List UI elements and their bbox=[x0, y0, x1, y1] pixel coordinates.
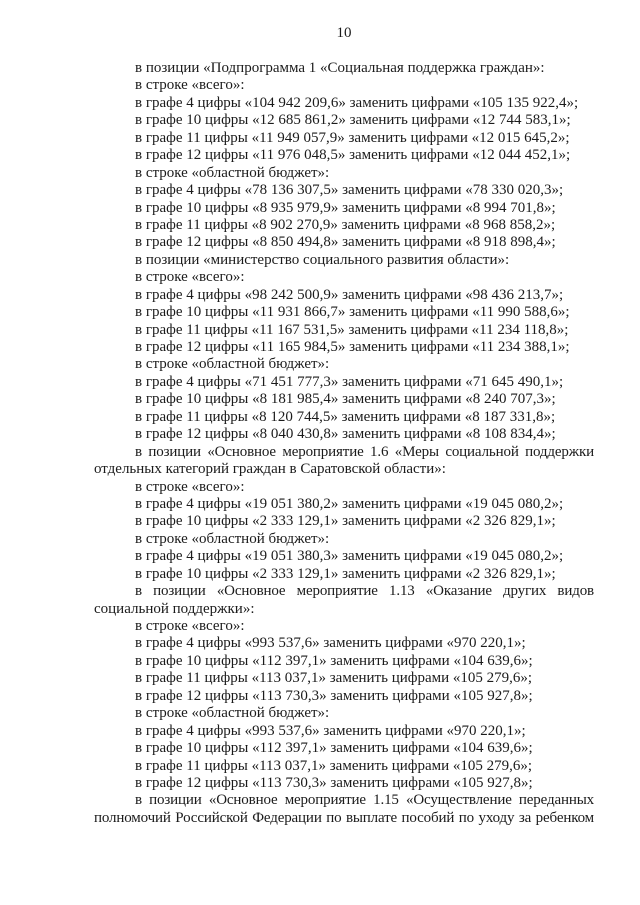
document-line: в графе 10 цифры «2 333 129,1» заменить цифрами «2 326 829,1»; bbox=[135, 565, 556, 582]
document-line: в строке «областной бюджет»: bbox=[135, 530, 330, 547]
document-line: в строке «областной бюджет»: bbox=[135, 164, 330, 181]
document-line: в графе 10 цифры «112 397,1» заменить цифрами «104 639,6»; bbox=[135, 740, 533, 757]
document-line: в графе 12 цифры «113 730,3» заменить цифрами «105 927,8»; bbox=[135, 774, 533, 791]
document-line: в графе 11 цифры «8 902 270,9» заменить цифрами «8 968 858,2»; bbox=[135, 216, 556, 233]
document-line: в графе 4 цифры «98 242 500,9» заменить цифрами «98 436 213,7»; bbox=[135, 286, 564, 303]
document-line: в графе 11 цифры «113 037,1» заменить цифрами «105 279,6»; bbox=[135, 757, 533, 774]
document-line: отдельных категорий граждан в Саратовской области»: bbox=[94, 461, 446, 478]
document-line: в графе 11 цифры «8 120 744,5» заменить цифрами «8 187 331,8»; bbox=[135, 408, 556, 425]
document-line: в графе 4 цифры «993 537,6» заменить цифрами «970 220,1»; bbox=[135, 722, 526, 739]
document-body bbox=[94, 60, 594, 827]
document-line: в графе 12 цифры «11 976 048,5» заменить цифрами «12 044 452,1»; bbox=[135, 147, 571, 164]
document-line: в позиции «Подпрограмма 1 «Социальная поддержка граждан»: bbox=[135, 60, 545, 76]
document-line: в строке «всего»: bbox=[135, 618, 245, 634]
document-line: в графе 10 цифры «8 181 985,4» заменить цифрами «8 240 707,3»; bbox=[135, 391, 556, 408]
document-line: в строке «всего»: bbox=[135, 269, 245, 286]
document-line: в графе 4 цифры «104 942 209,6» заменить цифрами «105 135 922,4»; bbox=[135, 94, 579, 111]
document-line: в строке «областной бюджет»: bbox=[135, 356, 330, 373]
document-line: в позиции «министерство социального развития области»: bbox=[135, 251, 510, 268]
document-line: в графе 11 цифры «113 037,1» заменить цифрами «105 279,6»; bbox=[135, 670, 533, 687]
page-number: 10 bbox=[336, 25, 352, 41]
document-line: в графе 12 цифры «113 730,3» заменить цифрами «105 927,8»; bbox=[135, 687, 533, 704]
document-line: в графе 12 цифры «11 165 984,5» заменить цифрами «11 234 388,1»; bbox=[135, 339, 570, 355]
document-line: в графе 4 цифры «19 051 380,2» заменить цифрами «19 045 080,2»; bbox=[135, 495, 564, 512]
document-line: в графе 10 цифры «11 931 866,7» заменить цифрами «11 990 588,6»; bbox=[135, 304, 570, 321]
document-line: в строке «всего»: bbox=[135, 478, 245, 495]
document-line: в графе 4 цифры «19 051 380,3» заменить цифрами «19 045 080,2»; bbox=[135, 548, 564, 565]
document-line: в строке «всего»: bbox=[135, 77, 245, 94]
document-line: в графе 10 цифры «112 397,1» заменить цифрами «104 639,6»; bbox=[135, 652, 533, 669]
document-line: в графе 4 цифры «71 451 777,3» заменить цифрами «71 645 490,1»; bbox=[135, 373, 564, 390]
document-line: в графе 11 цифры «11 949 057,9» заменить цифрами «12 015 645,2»; bbox=[135, 129, 570, 146]
document-line: в позиции «Основное мероприятие 1.13 «Оказание других видов bbox=[135, 583, 594, 600]
document-line: в графе 10 цифры «12 685 861,2» заменить цифрами «12 744 583,1»; bbox=[135, 112, 571, 129]
document-line: в графе 4 цифры «78 136 307,5» заменить цифрами «78 330 020,3»; bbox=[135, 182, 564, 199]
document-line: в графе 10 цифры «8 935 979,9» заменить цифрами «8 994 701,8»; bbox=[135, 199, 556, 216]
document-line: в графе 12 цифры «8 040 430,8» заменить цифрами «8 108 834,4»; bbox=[135, 426, 556, 443]
document-line: в графе 12 цифры «8 850 494,8» заменить цифрами «8 918 898,4»; bbox=[135, 234, 556, 251]
document-line: в позиции «Основное мероприятие 1.6 «Меры социальной поддержки bbox=[135, 443, 594, 460]
document-line: полномочий Российской Федерации по выплате пособий по уходу за ребенком bbox=[94, 809, 594, 826]
document-line: в графе 4 цифры «993 537,6» заменить цифрами «970 220,1»; bbox=[135, 635, 526, 652]
document-line: в позиции «Основное мероприятие 1.15 «Осуществление переданных bbox=[135, 792, 594, 809]
document-line: в строке «областной бюджет»: bbox=[135, 705, 330, 722]
document-line: социальной поддержки»: bbox=[94, 600, 255, 617]
document-line: в графе 10 цифры «2 333 129,1» заменить цифрами «2 326 829,1»; bbox=[135, 513, 556, 530]
document-line: в графе 11 цифры «11 167 531,5» заменить цифрами «11 234 118,8»; bbox=[135, 321, 569, 338]
